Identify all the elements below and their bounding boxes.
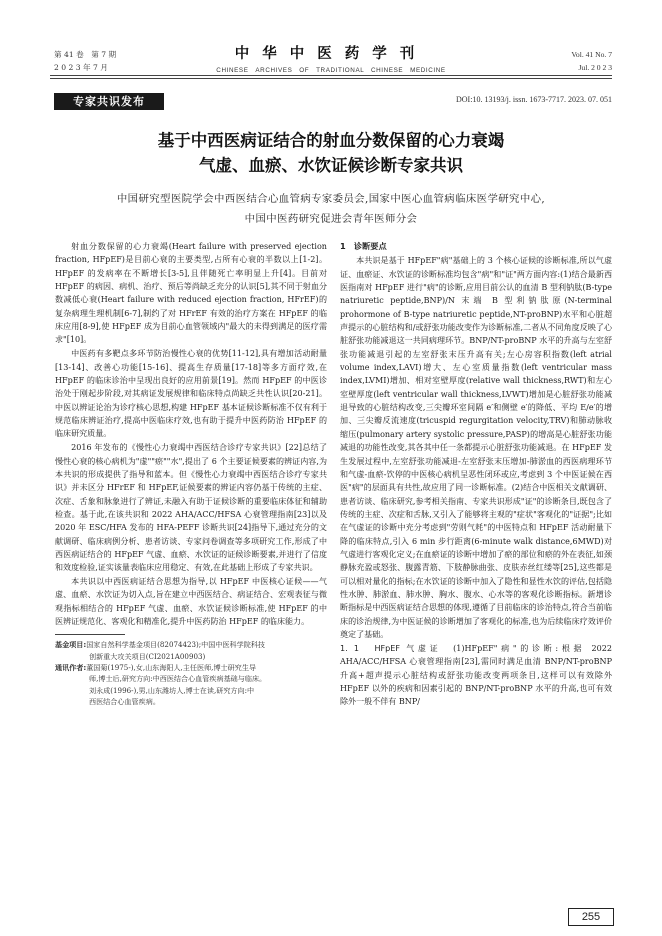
- right-paragraph-2-text: (1)HFpEF"病"的诊断:根据 2022 AHA/ACC/HFSA 心衰管理指南[23],需同时满足血清 BNP/NT-proBNP 升高+超声提示心脏结构或舒张功能改变两项条目,这样可以有效除外 HFpEF 以外的疾病和因素引起的 BNP/NT-proBNP 水平的升高,也可有效除外一般不伴有 BNP/: [340, 643, 612, 707]
- funding-label: 基金项目:: [55, 640, 87, 650]
- section-heading-1: 1 诊断要点: [340, 241, 387, 251]
- date-en: Jul. 2 0 2 3: [578, 63, 612, 72]
- volume-issue: 第 41 卷 第 7 期: [54, 50, 117, 59]
- left-paragraph-1: 射血分数保留的心力衰竭(Heart failure with preserved ejection fraction, HFpEF)是目前心衰的主要类型,占所有心衰的半数以上[1-2]。HFpEF 的发病率在不断增长[3-5],且伴随死亡率明显上升[4]。目前对 HFpEF 的病因、病机、治疗、预后等尚缺乏充分的认识[5],其不同于射血分数减低心衰(Heart failure with reduced ejection fraction, HFrEF)的复杂病理生理机制[6-7],制约了对 HFrEF 有效的治疗方案在 HFpEF 的临床应用[8-9],使 HFpEF 成为目前心血管领域内"最大的未得到满足的医疗需求"[10]。: [55, 242, 327, 345]
- article-title-line2: 气虚、血瘀、水饮证候诊断专家共识: [199, 156, 463, 175]
- authors-line1: 中国研究型医院学会中西医结合心血管病专家委员会,国家中医心血管病临床医学研究中心,: [116, 193, 546, 205]
- left-paragraph-3: 2016 年发布的《慢性心力衰竭中西医结合诊疗专家共识》[22]总结了慢性心衰的核心病机为"虚""瘀""水",提出了 6 个主要证候要素的辨证内容,为本共识的形成提供了指导和蓝本。但《慢性心力衰竭中西医结合诊疗专家共识》并未区分 HFrEF 和 HFpEF,证候要素的辨证内容仍基于传统的主症、次症、舌象和脉象进行了辨证,未融入有助于证候诊断的重要临床体征和辅助检查。基于此,在该共识和 2022 AHA/ACC/HFSA 心衰管理指南[23]以及 2020 年 ESC/HFA 发布的 HFA-PEFF 诊断共识[24]指导下,通过充分的文献调研、临床病例分析、患者访谈、专家问卷调查等多项研究工作,形成了中西医病证结合的 HFpEF 气虚、血瘀、水饮证的证候诊断要素,并进行了信度和效度检验,证实该量表临床应用稳定、有效,在此基础上形成了专家共识。: [55, 443, 327, 573]
- funding-text-2: 创新重大攻关项目(CI2021A00903): [89, 651, 206, 661]
- page-number: 255: [568, 908, 614, 926]
- right-paragraph-2: [340, 642, 612, 709]
- corresponding-label: 通讯作者:: [55, 663, 87, 673]
- left-column: [55, 240, 327, 707]
- subsection-heading: 1. 1 HFpEF 气虚证: [340, 643, 442, 653]
- left-paragraph-4: 本共识以中西医病证结合思想为指导,以 HFpEF 中医核心证候——气虚、血瘀、水饮证为切入点,旨在建立中西医结合、病证结合、宏观表征与微观指标相结合的 HFpEF 气虚、血瘀、水饮证候诊断标准,使 HFpEF 的中医辨证规范化、客观化和精准化,提升中医药防治 HFpEF 的临床能力。: [55, 577, 327, 627]
- corresponding-text-1: 董国菊(1975-),女,山东海阳人,主任医师,博士研究生导: [86, 663, 257, 673]
- column-tag: 专家共识发布: [54, 93, 164, 110]
- authors-line2: 中国中医药研究促进会青年医师分会: [244, 213, 418, 225]
- year-month: 2 0 2 3 年 7 月: [54, 63, 108, 72]
- corresponding-text-3: 刘永成(1996-),男,山东潍坊人,博士在读,研究方向:中: [89, 685, 255, 695]
- corresponding-text-2: 师,博士后,研究方向:中西医结合心血管疾病基础与临床。: [89, 674, 267, 684]
- left-paragraph-2: 中医药有多靶点多环节防治慢性心衰的优势[11-12],具有增加活动耐量[13-14]、改善心功能[15-16]、提高生存质量[17-18]等多方面疗效,在 HFpEF 的临床诊治中呈现出良好的应用前景[19]。然而 HFpEF 的中医诊治处于刚起步阶段,对其病证发展规律和临床特点尚缺乏共性认识[20-21]。中医以辨证论治为诊疗核心思想,构建 HFpEF 基本证候诊断标准不仅有利于规范临床辨证治疗,提高中医临床疗效,也有助于提升中医药防治 HFpEF 的临床研究质量。: [55, 349, 327, 439]
- article-title-line1: 基于中西医病证结合的射血分数保留的心力衰竭: [157, 131, 505, 150]
- header-center: [0, 42, 662, 74]
- right-column: [340, 240, 612, 709]
- funding-block: [55, 639, 327, 707]
- journal-title-en: CHINESE ARCHIVES OF TRADITIONAL CHINESE MEDICINE: [216, 67, 446, 74]
- footnote-rule: [55, 634, 125, 635]
- funding-text-1: 国家自然科学基金项目(82074423);中国中医科学院科技: [86, 640, 266, 650]
- header-right: [571, 48, 612, 74]
- header-rule: [50, 75, 612, 76]
- corresponding-text-4: 西医结合心血管疾病。: [89, 696, 160, 706]
- header-rule-thin: [50, 78, 612, 79]
- doi: DOI:10. 13193/j. issn. 1673-7717. 2023. 07. 051: [456, 95, 612, 104]
- volume-en: Vol. 41 No. 7: [571, 50, 612, 59]
- right-paragraph-1: 本共识是基于 HFpEF"病"基础上的 3 个核心证候的诊断标准,所以气虚证、血瘀证、水饮证的诊断标准均包含"病"和"证"两方面内容:(1)结合最新西医指南对 HFpEF 进行"病"的诊断,应用目前公认的血清 B 型利钠肽(B-type natriuretic peptide,BNP)/N 末端 B 型利钠肽原(N-terminal prohormone of B-type natriuretic peptide,NT-proBNP)水平和心脏超声提示的心脏结构和/或舒张功能改变作为诊断标准,二者从不同角度反映了心脏舒张功能减退这一共同病理环节。BNP/NT-proBNP 水平的升高与左室舒张功能减退引起的左室舒张末压升高有关;左心房容积指数(left atrial volume index,LAVI)增大、左心室质量指数(left ventricular mass index,LVMI)增加、相对室壁厚度(relative wall thickness,RWT)和左心室壁厚度(left ventricular wall thickness,LVWT)增加是心脏舒张功能减退导致的心脏结构改变,三尖瓣环室间隔 e′和侧壁 e′的降低、平均 E/e′的增加、三尖瓣反流速度(tricuspid regurgitation velocity,TRV)和肺动脉收缩压(pulmonary artery systolic pressure,PASP)的增高是心脏舒张功能减退的功能性改变,其各其中任一条都提示心脏舒张功能减退。在 HFpEF 发生发展过程中,左室舒张功能减退-左室舒张末压增加-肺淤血的西医病理环节和气虚-血瘀-饮停的中医核心病机呈恶性闭环或应,考虑到 3 个中医证候在西医"病"的层面具有共性,故应用了同一诊断标准。(2)结合中医相关文献调研、患者访谈、临床研究,参考相关指南、专家共识形成"证"的诊断条目,既包含了传统的主症、次症和舌脉,又引入了能够将主观的"症状"客观化的"证据";比如在气虚证的诊断中充分考虑到"劳则气耗"的中医特点和 HFpEF 活动耐量下降的临床特点,引入 6 min 步行距离(6-minute walk distance,6MWD)对气虚进行客观化定义;在血瘀证的诊断中增加了瘀的部位和瘀的外在表征,如颈静脉充盈或怒张、腹露青筋、下肢静脉曲张、皮肤赤丝红缕等[25],这些都是可以相对量化的指标;在水饮证的诊断中加入了隐性和显性水饮的评估,包括隐性水肿、肺淤血、肺水肿、胸水、腹水、心水等的客观化诊断指标。新增诊断指标是中西医病证结合思想的体现,遵循了目前临床的诊治特点,符合当前临床的诊治规律,为中医证候的诊断增加了客观化的标准,也为后续临床疗效评价奠定了基础。: [340, 256, 612, 639]
- journal-title-cn: 中华中医药学刊: [234, 45, 428, 62]
